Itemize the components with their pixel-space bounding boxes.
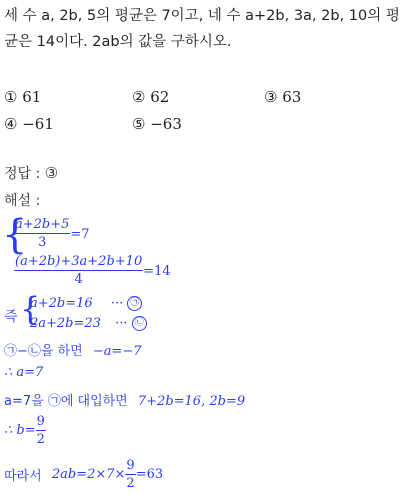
step-5-denominator: 2 [126, 476, 135, 491]
step-1 [4, 340, 142, 359]
explanation-label: 해설 : [4, 193, 41, 209]
step-1-math: −a=−7 [92, 344, 142, 359]
step-5-text: 따라서 [4, 469, 42, 484]
option-1-mark: ① [4, 88, 18, 106]
eq-1-fraction [14, 217, 70, 250]
system-1-eq-1 [14, 217, 90, 250]
option-1-text: 61 [22, 88, 42, 106]
option-4-text: −61 [22, 115, 54, 133]
system-2-eq-2-dots: ··· [115, 316, 128, 331]
system-2-prefix: 즉 [4, 309, 18, 325]
option-3-text: 63 [282, 88, 302, 106]
system-2-eq-1 [30, 296, 142, 311]
step-5-numerator: 9 [126, 458, 135, 473]
eq-2-denominator: 4 [74, 272, 83, 287]
step-2: ∴ a=7 [4, 365, 44, 380]
option-2-mark: ② [132, 88, 146, 106]
question-line-1: 세 수 a, 2b, 5의 평균은 7이고, 네 수 a+2b, 3a, 2b, 10의 평 [4, 8, 400, 24]
answer-line [4, 163, 58, 183]
question-line-2: 균은 14이다. 2ab의 값을 구하시오. [4, 34, 232, 50]
step-5-math: 2ab=2×7× [51, 467, 126, 482]
step-4-denominator: 2 [36, 432, 45, 447]
step-3-text: a=7을 ㉠에 대입하면 [4, 394, 128, 409]
step-1-text: ㉠−㉡을 하면 [4, 344, 83, 359]
system-1-brace: { [2, 212, 28, 258]
step-4-fraction [36, 414, 46, 447]
step-5-fraction [125, 458, 135, 491]
eq-2-numerator: (a+2b)+3a+2b+10 [15, 254, 143, 269]
step-4 [4, 414, 46, 447]
system-2-brace: { [20, 290, 41, 328]
answer-mark: ③ [44, 164, 59, 182]
system-2-eq-1-mark: ㉠ [127, 296, 142, 311]
option-5-text: −63 [150, 115, 182, 133]
step-3 [4, 390, 245, 409]
system-2-eq-2-math: 2a+2b=23 [30, 316, 101, 331]
option-4[interactable] [4, 115, 54, 133]
eq-1-denominator: 3 [38, 235, 47, 250]
system-2-eq-1-math: a+2b=16 [30, 296, 93, 311]
eq-1-numerator: a+2b+5 [15, 217, 70, 232]
eq-2-rhs: =14 [143, 264, 171, 279]
step-4-prefix: ∴ b= [4, 423, 36, 438]
step-5 [4, 458, 163, 491]
step-5-rhs: =63 [135, 467, 164, 482]
option-3-mark: ③ [264, 88, 278, 106]
option-3[interactable] [264, 88, 301, 106]
option-2[interactable] [132, 88, 169, 106]
step-3-math: 7+2b=16, 2b=9 [137, 394, 246, 409]
system-2-eq-2 [30, 316, 147, 331]
option-2-text: 62 [150, 88, 170, 106]
system-2-eq-2-mark: ㉡ [132, 316, 147, 331]
option-5[interactable] [132, 115, 182, 133]
option-1[interactable] [4, 88, 41, 106]
system-2-eq-1-dots: ··· [110, 296, 124, 311]
eq-2-fraction [14, 254, 143, 287]
option-4-mark: ④ [4, 115, 18, 133]
answer-label: 정답 : [4, 166, 41, 182]
step-4-numerator: 9 [36, 414, 45, 429]
option-5-mark: ⑤ [132, 115, 146, 133]
system-1-eq-2 [14, 254, 171, 287]
eq-1-rhs: =7 [70, 227, 90, 242]
